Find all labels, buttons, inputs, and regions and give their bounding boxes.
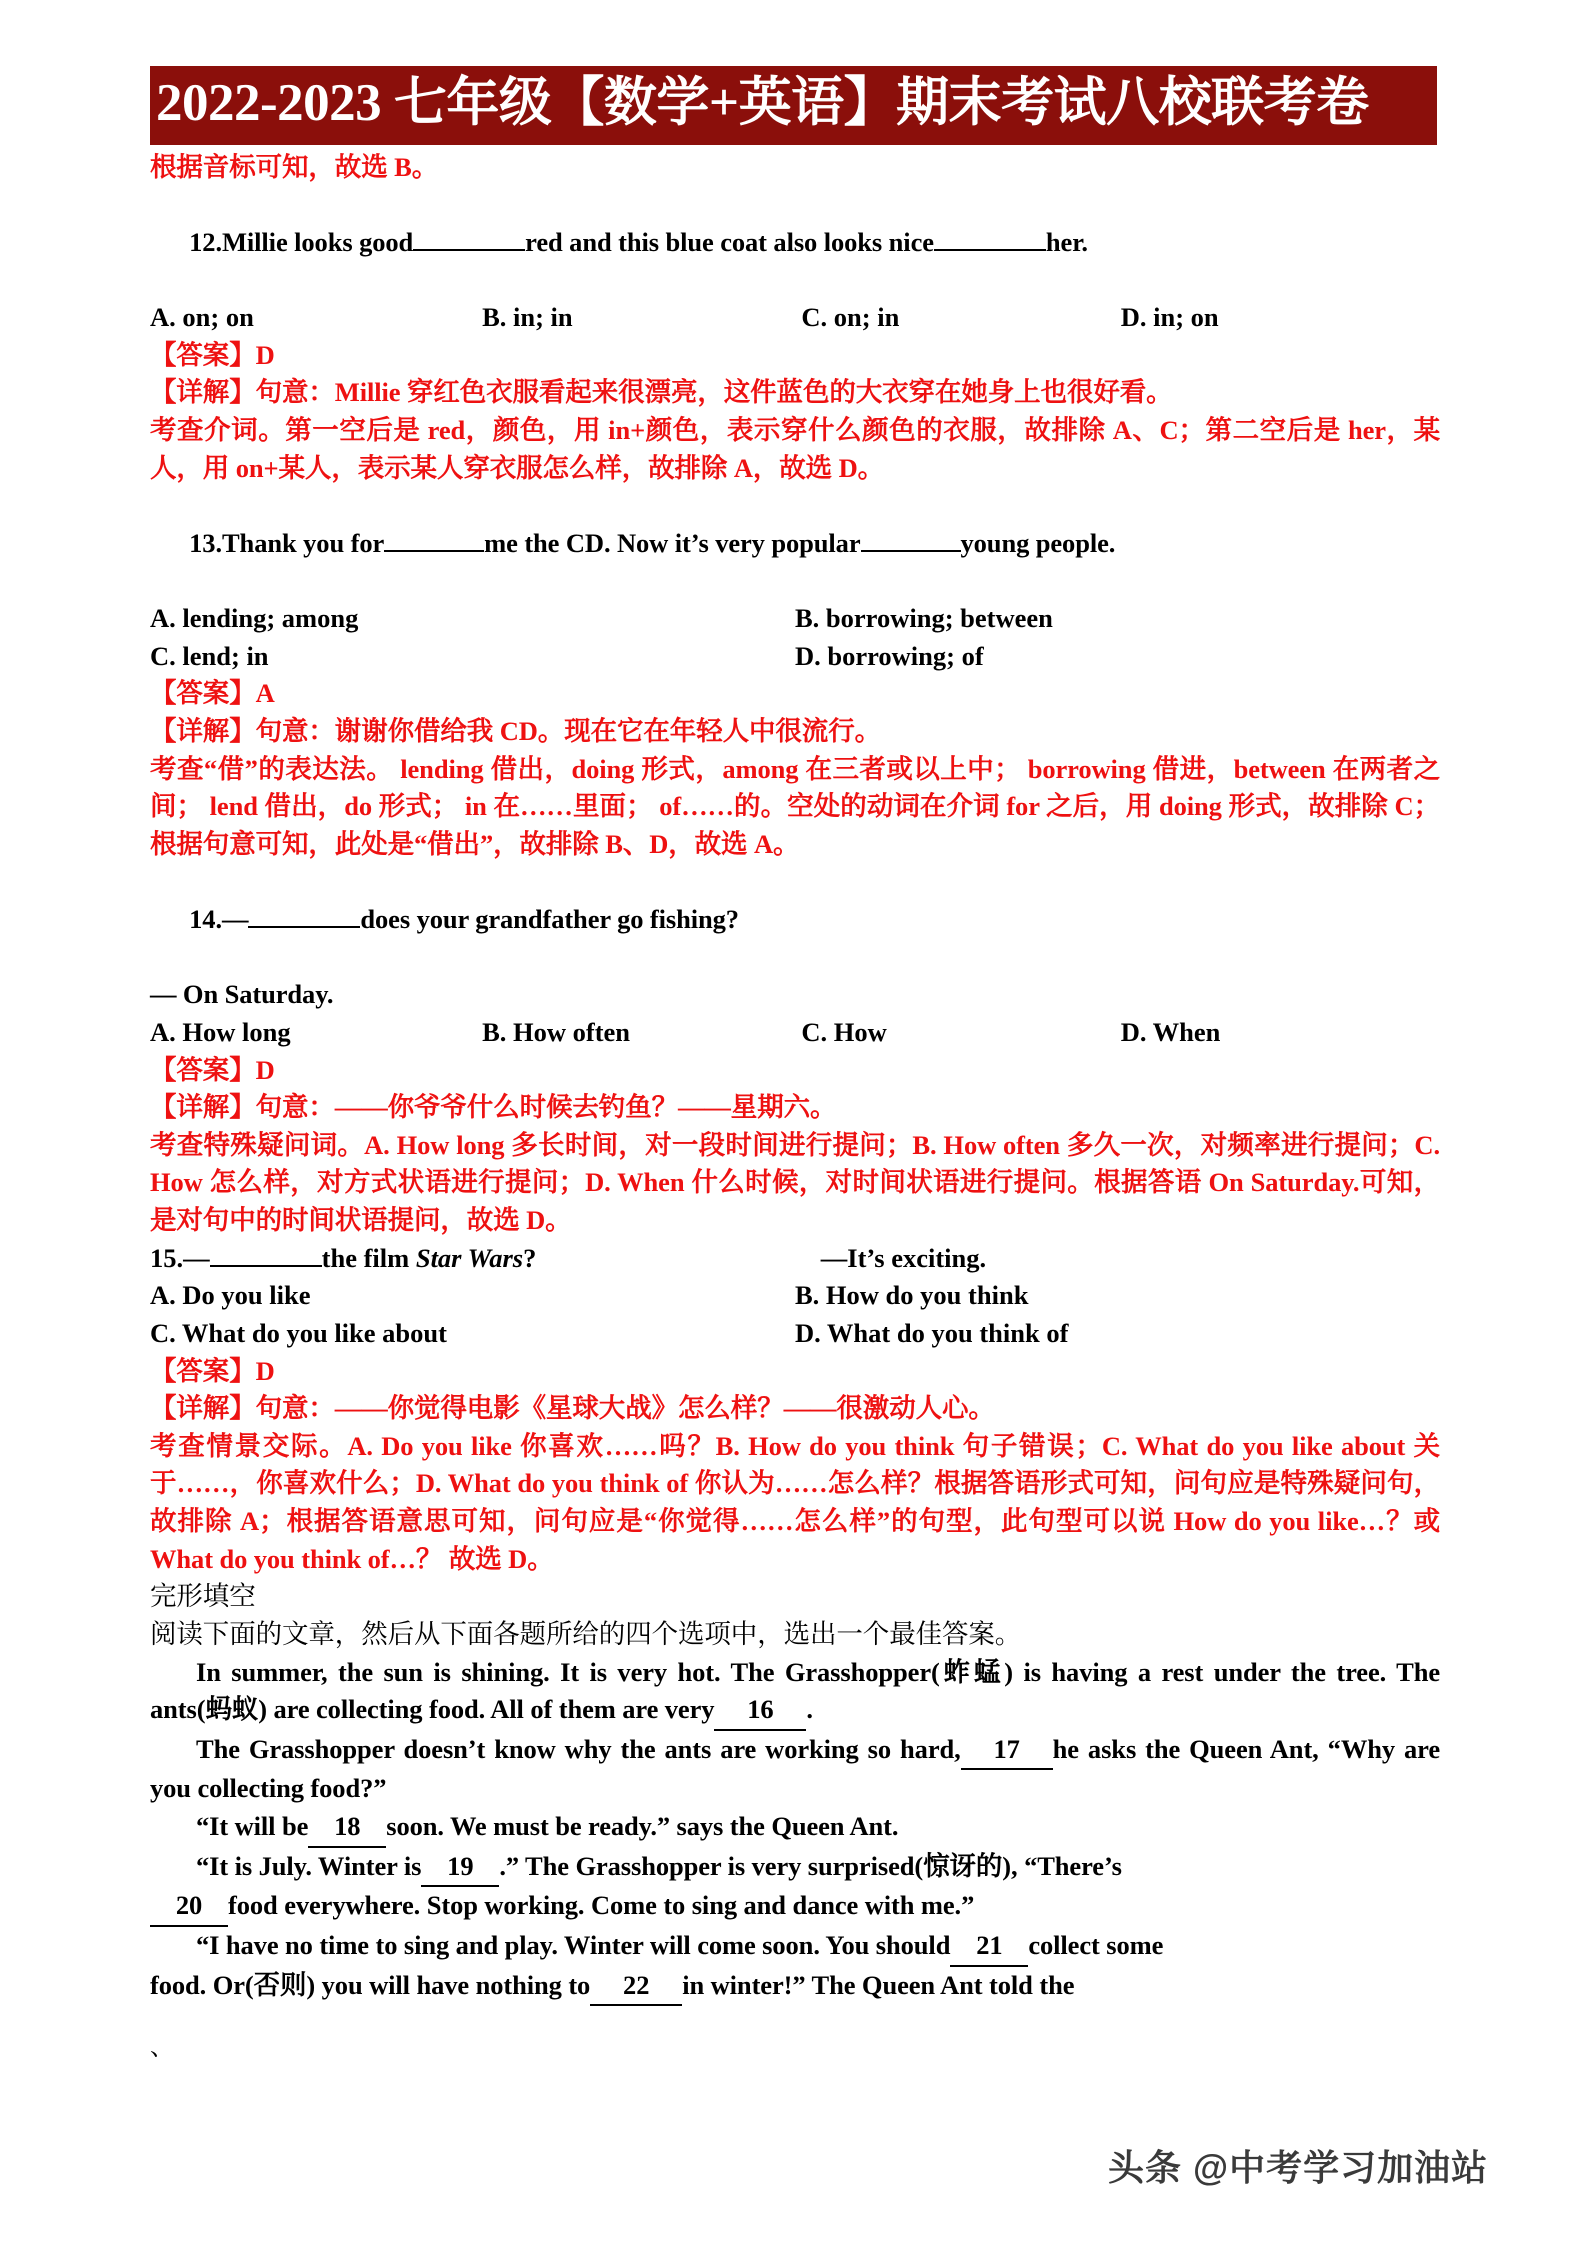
q13-answer-value: A <box>255 678 275 709</box>
q14-stem-part-b: does your grandfather go fishing? <box>360 904 739 935</box>
page-title-banner: 2022-2023 七年级【数学+英语】期末考试八校联考卷 <box>150 66 1437 145</box>
cloze-section-title: 完形填空 <box>150 1581 256 1612</box>
q15-option-a[interactable]: A. Do you like <box>150 1280 311 1311</box>
cloze-blank-22[interactable]: 22 <box>590 1967 682 2007</box>
q12-blank-1 <box>413 249 525 251</box>
q14-option-a[interactable]: A. How long <box>150 1016 291 1047</box>
q12-option-a[interactable]: A. on; on <box>150 302 254 333</box>
q12-answer-value: D <box>255 339 275 370</box>
q15-reply: —It’s exciting. <box>820 1242 987 1273</box>
question-15-explanation-line-2: 考查情景交际。A. Do you like 你喜欢……吗？B. How do you think 句子错误；C. What do you like about 关于……，你喜欢什么；D. What do you think of 你认为……怎么样？根据答语形式可知，问句应是特殊疑问句，故排除 A；根据答语意思可知，问句应是“你觉得……怎么样”的句型，此句型可以说 How do you like…？或 What do you think of…？ 故选 D。 <box>150 1430 1440 1574</box>
q14-option-d[interactable]: D. When <box>1120 1016 1221 1047</box>
watermark: 头条 @中考学习加油站 <box>1108 2147 1489 2188</box>
q13-answer-label: 【答案】 <box>150 678 256 709</box>
cloze-p6-before: “I have no time to sing and play. Winter will come soon. You should <box>196 1929 951 1960</box>
question-15-explanation-line-1: 【详解】句意：——你觉得电影《星球大战》怎么样？——很激动人心。 <box>150 1393 995 1424</box>
q12-option-d[interactable]: D. in; on <box>1120 302 1219 333</box>
q15-stem-part-c: ? <box>523 1242 537 1273</box>
q14-answer-value: D <box>255 1054 275 1085</box>
question-12-explanation-line-2: 考查介词。第一空后是 red，颜色，用 in+颜色，表示穿什么颜色的衣服，故排除 A、C；第二空后是 her，某人，用 on+某人，表示某人穿衣服怎么样，故排除 A，故选 D。 <box>150 414 1440 483</box>
cloze-blank-18[interactable]: 18 <box>308 1808 386 1848</box>
trailing-mark: 、 <box>150 2035 174 2062</box>
cloze-p4-before: “It is July. Winter is <box>196 1850 422 1881</box>
cloze-p3-after: soon. We must be ready.” says the Queen Ant. <box>386 1811 899 1842</box>
cloze-blank-19[interactable]: 19 <box>421 1848 499 1888</box>
q13-option-c[interactable]: C. lend; in <box>150 640 269 671</box>
cloze-blank-16[interactable]: 16 <box>714 1691 806 1731</box>
cloze-paragraph-3 <box>150 1808 1440 1848</box>
q15-answer-value: D <box>255 1355 275 1386</box>
q15-blank-1 <box>210 1265 322 1267</box>
question-14-reply: — On Saturday. <box>150 979 334 1010</box>
cloze-paragraph-2 <box>150 1731 1440 1808</box>
q15-answer-label: 【答案】 <box>150 1355 256 1386</box>
question-13-explanation-line-1: 【详解】句意：谢谢你借给我 CD。现在它在年轻人中很流行。 <box>150 715 881 746</box>
q15-option-c[interactable]: C. What do you like about <box>150 1317 447 1348</box>
q14-stem-part-a: 14.— <box>189 904 249 935</box>
q15-option-d[interactable]: D. What do you think of <box>795 1317 1069 1348</box>
cloze-p2-before: The Grasshopper doesn’t know why the ants are working so hard, <box>196 1733 961 1764</box>
q12-blank-2 <box>934 249 1046 251</box>
q13-stem-part-a: 13.Thank you for <box>189 527 385 558</box>
q15-stem-part-a: 15.— <box>150 1242 210 1273</box>
question-15-options-row-2 <box>150 1315 1440 1353</box>
question-12-stem <box>150 186 1440 299</box>
q12-option-c[interactable]: C. on; in <box>801 302 900 333</box>
q13-option-a[interactable]: A. lending; among <box>150 603 359 634</box>
q12-stem-part-a: 12.Millie looks good <box>189 226 414 257</box>
q13-option-d[interactable]: D. borrowing; of <box>795 640 984 671</box>
cloze-paragraph-6 <box>150 1927 1440 1967</box>
question-13-options-row-2 <box>150 638 1440 676</box>
question-13-explanation-line-2: 考查“借”的表达法。 lending 借出，doing 形式，among 在三者或以上中； borrowing 借进，between 在两者之间； lend 借出，do 形式； in 在……里面； of……的。空处的动词在介词 for 之后，用 doing 形式，故排除 C；根据句意可知，此处是“借出”，故排除 B、D，故选 A。 <box>150 753 1440 859</box>
cloze-blank-21[interactable]: 21 <box>950 1927 1028 1967</box>
q12-stem-part-b: red and this blue coat also looks nice <box>525 226 934 257</box>
cloze-p5-after: food everywhere. Stop working. Come to sing and dance with me.” <box>228 1890 975 1921</box>
question-15-answer <box>150 1353 1440 1391</box>
q14-option-c[interactable]: C. How <box>801 1016 887 1047</box>
cloze-p7-before: food. Or(否则) you will have nothing to <box>150 1969 591 2000</box>
q14-blank-1 <box>248 926 360 928</box>
q14-option-b[interactable]: B. How often <box>482 1016 631 1047</box>
cloze-instruction: 阅读下面的文章，然后从下面各题所给的四个选项中，选出一个最佳答案。 <box>150 1618 1022 1649</box>
cloze-p6-after: collect some <box>1028 1929 1164 1960</box>
question-13-answer <box>150 675 1440 713</box>
question-14-answer <box>150 1052 1440 1090</box>
cloze-p4-after: .” The Grasshopper is very surprised(惊讶的), “There’s <box>499 1850 1122 1881</box>
question-15-stem <box>150 1240 1440 1278</box>
q15-option-b[interactable]: B. How do you think <box>795 1280 1029 1311</box>
question-13-stem <box>150 487 1440 600</box>
q13-option-b[interactable]: B. borrowing; between <box>795 603 1053 634</box>
question-13-options-row-1 <box>150 600 1440 638</box>
q13-blank-1 <box>384 550 484 552</box>
question-14-explanation-line-2: 考查特殊疑问词。A. How long 多长时间，对一段时间进行提问；B. How often 多久一次，对频率进行提问；C. How 怎么样，对方式状语进行提问；D. When 什么时候，对时间状语进行提问。根据答语 On Saturday.可知，是对句中的时间状语提问，故选 D。 <box>150 1129 1440 1236</box>
q13-stem-part-b: me the CD. Now it’s very popular <box>484 527 861 558</box>
document-content <box>150 66 1440 2060</box>
question-12-answer <box>150 337 1440 375</box>
q12-stem-part-c: her. <box>1045 226 1088 257</box>
q12-option-b[interactable]: B. in; in <box>482 302 573 333</box>
q15-stem-group <box>150 1240 821 1278</box>
cloze-paragraph-4 <box>150 1848 1440 1888</box>
cloze-p7-after: in winter!” The Queen Ant told the <box>682 1969 1075 2000</box>
cloze-blank-20[interactable]: 20 <box>150 1887 228 1927</box>
cloze-p1-after: . <box>806 1694 813 1725</box>
cloze-blank-17[interactable]: 17 <box>961 1731 1053 1771</box>
question-12-options <box>150 299 1440 337</box>
q13-blank-2 <box>861 550 961 552</box>
q15-stem-part-b: the film <box>321 1242 416 1273</box>
question-14-explanation-line-1: 【详解】句意：——你爷爷什么时候去钓鱼？——星期六。 <box>150 1092 837 1123</box>
question-14-options <box>150 1014 1440 1052</box>
top-note: 根据音标可知，故选 B。 <box>150 151 439 182</box>
q14-answer-label: 【答案】 <box>150 1054 256 1085</box>
cloze-p2-after: he asks the Queen Ant, “Why are you collecting food?” <box>150 1733 1440 1804</box>
q15-stem-film-title: Star Wars <box>415 1242 524 1273</box>
q12-answer-label: 【答案】 <box>150 339 256 370</box>
question-12-explanation-line-1: 【详解】句意：Millie 穿红色衣服看起来很漂亮，这件蓝色的大衣穿在她身上也很好看。 <box>150 377 1173 408</box>
cloze-paragraph-1 <box>150 1654 1440 1731</box>
question-14-stem <box>150 863 1440 976</box>
cloze-paragraph-5 <box>150 1887 1440 1927</box>
cloze-p3-before: “It will be <box>196 1811 309 1842</box>
cloze-p1-before: In summer, the sun is shining. It is very hot. The Grasshopper(蚱蜢) is having a rest under the tree. The ants(蚂蚁) are collecting food. All of them are very <box>150 1656 1440 1725</box>
cloze-paragraph-7 <box>150 1967 1440 2007</box>
question-15-options-row-1 <box>150 1277 1440 1315</box>
q13-stem-part-c: young people. <box>960 527 1116 558</box>
